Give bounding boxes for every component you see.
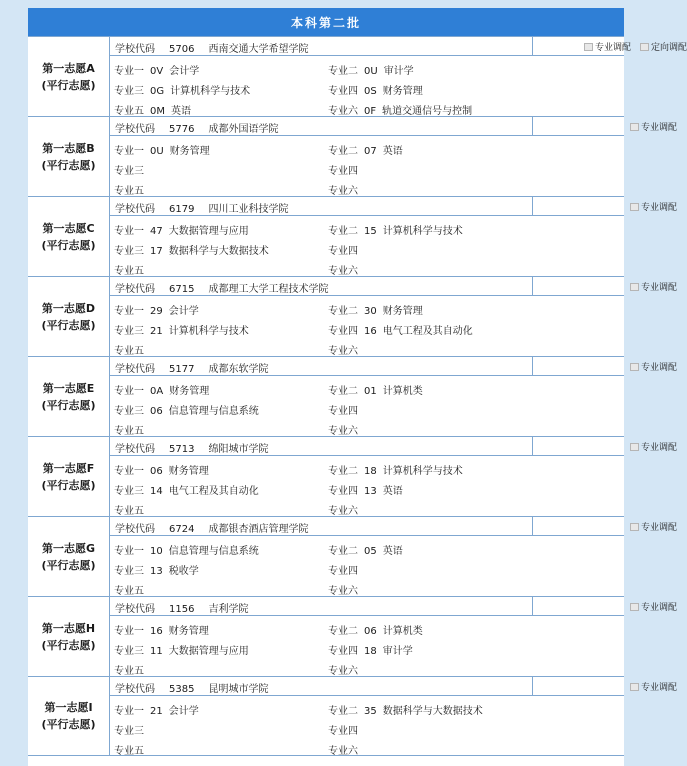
major-entry (114, 722, 156, 737)
major-label: 专业六 (328, 506, 358, 517)
major-code: 18 (364, 646, 377, 657)
choice-label-cell (28, 37, 110, 116)
school-code-label: 学校代码 (115, 124, 155, 135)
choice-name: 第一志愿A (42, 61, 95, 75)
major-label: 专业一 (114, 146, 144, 157)
checkbox-icon[interactable] (630, 443, 639, 451)
major-label: 专业五 (114, 666, 144, 677)
choice-note: (平行志愿) (41, 78, 96, 92)
checkbox-icon[interactable] (630, 683, 639, 691)
checkbox-label: 专业调配 (595, 43, 632, 53)
major-label: 专业六 (328, 186, 358, 197)
checkbox-icon[interactable] (630, 283, 639, 291)
choice-label-cell (28, 677, 110, 755)
major-entry (328, 622, 423, 637)
school-code-label: 学校代码 (115, 204, 155, 215)
major-adjust-checkbox[interactable] (630, 440, 677, 453)
major-entry (328, 702, 483, 717)
school-name: 成都东软学院 (208, 364, 269, 375)
major-code: 17 (150, 246, 163, 257)
major-label: 专业三 (114, 646, 144, 657)
major-entry (114, 222, 249, 237)
major-entry (328, 342, 370, 357)
major-label: 专业二 (328, 146, 358, 157)
choice-note: (平行志愿) (41, 638, 96, 652)
major-entry (328, 722, 370, 737)
major-label: 专业三 (114, 166, 144, 177)
major-label: 专业三 (114, 486, 144, 497)
checkbox-label: 专业调配 (641, 203, 678, 213)
major-code: 06 (150, 406, 163, 417)
major-entry (114, 642, 249, 657)
checkbox-label: 专业调配 (641, 683, 678, 693)
column-divider (532, 437, 533, 455)
school-name: 绵阳城市学院 (208, 444, 269, 455)
major-label: 专业一 (114, 626, 144, 637)
major-label: 专业四 (328, 646, 358, 657)
major-entry (328, 462, 463, 477)
choice-name: 第一志愿E (42, 381, 95, 395)
major-entry (114, 322, 249, 337)
school-code: 5177 (169, 364, 195, 375)
column-divider (532, 117, 533, 135)
school-name: 成都理工大学工程技术学院 (208, 284, 329, 295)
checkbox-icon[interactable] (584, 43, 593, 51)
major-entry (328, 422, 370, 437)
choice-name: 第一志愿I (44, 701, 93, 714)
choice-name: 第一志愿B (42, 141, 95, 155)
major-entry (114, 462, 209, 477)
major-entry (114, 82, 250, 97)
major-code: 0U (150, 146, 164, 157)
major-entry (114, 162, 156, 177)
school-name: 吉利学院 (208, 604, 249, 615)
major-label: 专业六 (328, 586, 358, 597)
major-code: 07 (364, 146, 377, 157)
checkbox-icon[interactable] (640, 43, 649, 51)
choice-group (28, 36, 687, 117)
major-label: 专业三 (114, 86, 144, 97)
major-name: 计算机科学与技术 (382, 466, 463, 477)
checkbox-label: 专业调配 (641, 443, 678, 453)
major-code: 21 (150, 706, 163, 717)
major-entry (114, 662, 156, 677)
major-entry (114, 262, 156, 277)
choice-label-cell (28, 277, 110, 356)
major-code: 16 (364, 326, 377, 337)
major-adjust-checkbox[interactable] (630, 120, 677, 133)
major-label: 专业二 (328, 546, 358, 557)
school-name: 成都外国语学院 (208, 124, 279, 135)
major-entry (114, 102, 191, 117)
major-name: 计算机科学与技术 (168, 326, 249, 337)
major-name: 财务管理 (382, 86, 423, 97)
major-entry (328, 62, 414, 77)
choice-label-cell (28, 597, 110, 676)
major-code: 16 (150, 626, 163, 637)
major-entry (114, 622, 209, 637)
major-label: 专业五 (114, 106, 144, 117)
major-entry (114, 302, 199, 317)
major-adjust-checkbox[interactable] (630, 360, 677, 373)
choice-note: (平行志愿) (41, 398, 96, 412)
school-name: 昆明城市学院 (208, 684, 269, 695)
major-label: 专业二 (328, 306, 358, 317)
checkbox-icon[interactable] (630, 523, 639, 531)
choice-group (28, 356, 678, 437)
school-row (110, 437, 678, 456)
school-code-label: 学校代码 (115, 604, 155, 615)
major-label: 专业二 (328, 626, 358, 637)
major-entry (114, 382, 209, 397)
major-name: 财务管理 (382, 306, 423, 317)
major-entry (328, 502, 370, 517)
choice-group (28, 196, 678, 277)
choice-label-cell (28, 357, 110, 436)
major-label: 专业一 (114, 386, 144, 397)
major-label: 专业一 (114, 226, 144, 237)
major-entry (114, 402, 259, 417)
major-label: 专业四 (328, 406, 358, 417)
school-code: 5706 (169, 44, 195, 55)
checkbox-icon[interactable] (630, 363, 639, 371)
column-divider (532, 277, 533, 295)
school-code-label: 学校代码 (115, 284, 155, 295)
major-name: 英语 (382, 146, 403, 157)
major-entry (114, 542, 259, 557)
major-label: 专业六 (328, 746, 358, 757)
choice-group (28, 116, 678, 197)
major-entry (328, 262, 370, 277)
school-code: 1156 (169, 604, 195, 615)
major-adjust-checkbox[interactable] (630, 200, 677, 213)
major-label: 专业六 (328, 266, 358, 277)
major-code: 18 (364, 466, 377, 477)
school-code: 6179 (169, 204, 195, 215)
major-name: 英语 (171, 106, 191, 117)
checkbox-icon[interactable] (630, 603, 639, 611)
major-code: 0G (150, 86, 165, 97)
major-entry (328, 162, 370, 177)
school-row (110, 117, 678, 136)
major-entry (114, 502, 156, 517)
major-name: 计算机类 (382, 386, 423, 397)
school-code-label: 学校代码 (115, 524, 155, 535)
major-entry (328, 142, 403, 157)
major-entry (114, 702, 199, 717)
major-code: 0A (150, 386, 164, 397)
major-label: 专业三 (114, 406, 144, 417)
major-entry (328, 662, 370, 677)
major-code: 47 (150, 226, 163, 237)
school-row (110, 277, 678, 296)
major-name: 电气工程及其自动化 (168, 486, 259, 497)
major-entry (328, 102, 472, 117)
form-title: 本科第二批 (28, 8, 624, 36)
major-entry (328, 302, 423, 317)
choice-group (28, 436, 678, 517)
major-name: 财务管理 (168, 626, 209, 637)
checkbox-icon[interactable] (630, 123, 639, 131)
school-code: 6724 (169, 524, 195, 535)
major-name: 数据科学与大数据技术 (168, 246, 269, 257)
major-code: 13 (150, 566, 163, 577)
major-label: 专业一 (114, 546, 144, 557)
checkbox-icon[interactable] (630, 203, 639, 211)
major-label: 专业二 (328, 386, 358, 397)
school-code-label: 学校代码 (115, 684, 155, 695)
major-entry (328, 322, 473, 337)
major-label: 专业五 (114, 746, 144, 757)
major-code: 10 (150, 546, 163, 557)
school-code: 5713 (169, 444, 195, 455)
application-form (28, 8, 687, 766)
major-adjust-checkbox[interactable] (630, 280, 677, 293)
column-divider (532, 197, 533, 215)
checkbox-label: 专业调配 (641, 603, 678, 613)
major-label: 专业六 (328, 346, 358, 357)
school-row (110, 37, 687, 56)
major-entry (328, 542, 403, 557)
major-name: 数据科学与大数据技术 (382, 706, 483, 717)
major-label: 专业四 (328, 566, 358, 577)
school-code-label: 学校代码 (115, 364, 155, 375)
major-label: 专业五 (114, 426, 144, 437)
major-adjust-checkbox[interactable] (630, 680, 677, 693)
major-entry (114, 342, 156, 357)
major-code: 05 (364, 546, 377, 557)
choice-group (28, 516, 678, 597)
major-name: 英语 (382, 486, 403, 497)
major-entry (114, 182, 156, 197)
major-label: 专业四 (328, 246, 358, 257)
major-entry (328, 742, 370, 757)
major-entry (328, 82, 423, 97)
major-name: 英语 (382, 546, 403, 557)
major-label: 专业二 (328, 466, 358, 477)
major-code: 0S (364, 86, 377, 97)
major-label: 专业五 (114, 266, 144, 277)
major-label: 专业六 (328, 426, 358, 437)
choice-group (28, 596, 678, 677)
choice-name: 第一志愿G (41, 541, 96, 555)
major-label: 专业三 (114, 326, 144, 337)
major-label: 专业四 (328, 726, 358, 737)
column-divider (532, 37, 533, 55)
major-name: 计算机科学与技术 (170, 86, 251, 97)
major-label: 专业五 (114, 346, 144, 357)
major-code: 06 (364, 626, 377, 637)
major-entry (328, 182, 370, 197)
major-name: 财务管理 (169, 386, 210, 397)
major-name: 信息管理与信息系统 (168, 546, 259, 557)
major-entry (114, 142, 210, 157)
major-code: 21 (150, 326, 163, 337)
major-code: 01 (364, 386, 377, 397)
major-entry (328, 222, 463, 237)
checkbox-label: 定向调配 (651, 43, 687, 53)
major-entry (114, 422, 156, 437)
major-label: 专业三 (114, 566, 144, 577)
choice-label-cell (28, 197, 110, 276)
school-row (110, 677, 678, 696)
major-name: 大数据管理与应用 (168, 226, 249, 237)
school-name: 西南交通大学希望学院 (208, 44, 309, 55)
major-entry (328, 382, 423, 397)
major-code: 14 (150, 486, 163, 497)
major-label: 专业一 (114, 466, 144, 477)
major-label: 专业三 (114, 246, 144, 257)
major-name: 大数据管理与应用 (168, 646, 249, 657)
major-entry (328, 482, 403, 497)
major-code: 13 (364, 486, 377, 497)
choice-name: 第一志愿D (41, 301, 96, 315)
choice-name: 第一志愿F (42, 461, 95, 475)
major-label: 专业四 (328, 166, 358, 177)
school-row (110, 197, 678, 216)
major-label: 专业一 (114, 66, 144, 77)
major-label: 专业一 (114, 706, 144, 717)
major-name: 计算机科学与技术 (382, 226, 463, 237)
column-divider (532, 677, 533, 695)
school-code: 5385 (169, 684, 195, 695)
choice-name: 第一志愿H (41, 621, 96, 635)
major-name: 财务管理 (168, 466, 209, 477)
choice-note: (平行志愿) (41, 718, 96, 731)
choice-label-cell (28, 517, 110, 596)
major-name: 税收学 (168, 566, 199, 577)
major-label: 专业六 (328, 106, 358, 117)
choice-group (28, 276, 678, 357)
school-name: 成都银杏酒店管理学院 (208, 524, 309, 535)
major-label: 专业三 (114, 726, 144, 737)
major-label: 专业二 (328, 226, 358, 237)
school-code-label: 学校代码 (115, 444, 155, 455)
major-name: 信息管理与信息系统 (168, 406, 259, 417)
major-adjust-checkbox[interactable] (630, 520, 677, 533)
checkbox-label: 专业调配 (641, 523, 678, 533)
major-code: 30 (364, 306, 377, 317)
major-label: 专业四 (328, 326, 358, 337)
choice-note: (平行志愿) (41, 558, 96, 572)
choice-label-cell (28, 117, 110, 196)
major-label: 专业六 (328, 666, 358, 677)
checkbox-label: 专业调配 (641, 123, 678, 133)
major-label: 专业五 (114, 506, 144, 517)
major-code: 0U (364, 66, 378, 77)
major-adjust-checkbox[interactable] (584, 40, 631, 53)
choice-note: (平行志愿) (41, 238, 96, 252)
choice-note: (平行志愿) (41, 318, 96, 332)
choice-group (28, 676, 678, 757)
major-name: 计算机类 (382, 626, 423, 637)
major-code: 06 (150, 466, 163, 477)
school-code-label: 学校代码 (115, 44, 155, 55)
major-name: 会计学 (169, 66, 200, 77)
major-entry (328, 582, 370, 597)
major-code: 0V (150, 66, 164, 77)
column-divider (532, 517, 533, 535)
checkbox-label: 专业调配 (641, 363, 678, 373)
major-entry (114, 482, 259, 497)
major-name: 轨道交通信号与控制 (382, 106, 473, 117)
choice-label-cell (28, 437, 110, 516)
major-name: 会计学 (168, 706, 199, 717)
major-entry (114, 242, 269, 257)
school-row (110, 597, 678, 616)
major-name: 审计学 (383, 66, 414, 77)
major-entry (328, 562, 370, 577)
choice-note: (平行志愿) (41, 158, 96, 172)
major-label: 专业一 (114, 306, 144, 317)
choice-name: 第一志愿C (42, 221, 95, 235)
choice-note: (平行志愿) (41, 478, 96, 492)
major-entry (328, 242, 370, 257)
school-name: 四川工业科技学院 (208, 204, 289, 215)
major-label: 专业五 (114, 586, 144, 597)
major-entry (114, 562, 199, 577)
school-row (110, 517, 678, 536)
school-code: 5776 (169, 124, 195, 135)
major-name: 财务管理 (169, 146, 210, 157)
checkbox-label: 专业调配 (641, 283, 678, 293)
major-name: 审计学 (382, 646, 413, 657)
major-entry (328, 642, 413, 657)
major-code: 35 (364, 706, 377, 717)
major-entry (114, 742, 156, 757)
school-row (110, 357, 678, 376)
major-label: 专业二 (328, 66, 358, 77)
major-entry (328, 402, 370, 417)
major-code: 11 (150, 646, 163, 657)
major-label: 专业四 (328, 86, 358, 97)
column-divider (532, 357, 533, 375)
major-code: 15 (364, 226, 377, 237)
column-divider (532, 597, 533, 615)
major-name: 会计学 (168, 306, 199, 317)
major-code: 0M (150, 106, 165, 117)
major-label: 专业五 (114, 186, 144, 197)
major-label: 专业四 (328, 486, 358, 497)
school-code: 6715 (169, 284, 195, 295)
major-entry (114, 582, 156, 597)
major-name: 电气工程及其自动化 (382, 326, 473, 337)
directed-adjust-checkbox[interactable] (640, 40, 687, 53)
major-code: 0F (364, 106, 377, 117)
major-entry (114, 62, 199, 77)
major-code: 29 (150, 306, 163, 317)
major-label: 专业二 (328, 706, 358, 717)
major-adjust-checkbox[interactable] (630, 600, 677, 613)
